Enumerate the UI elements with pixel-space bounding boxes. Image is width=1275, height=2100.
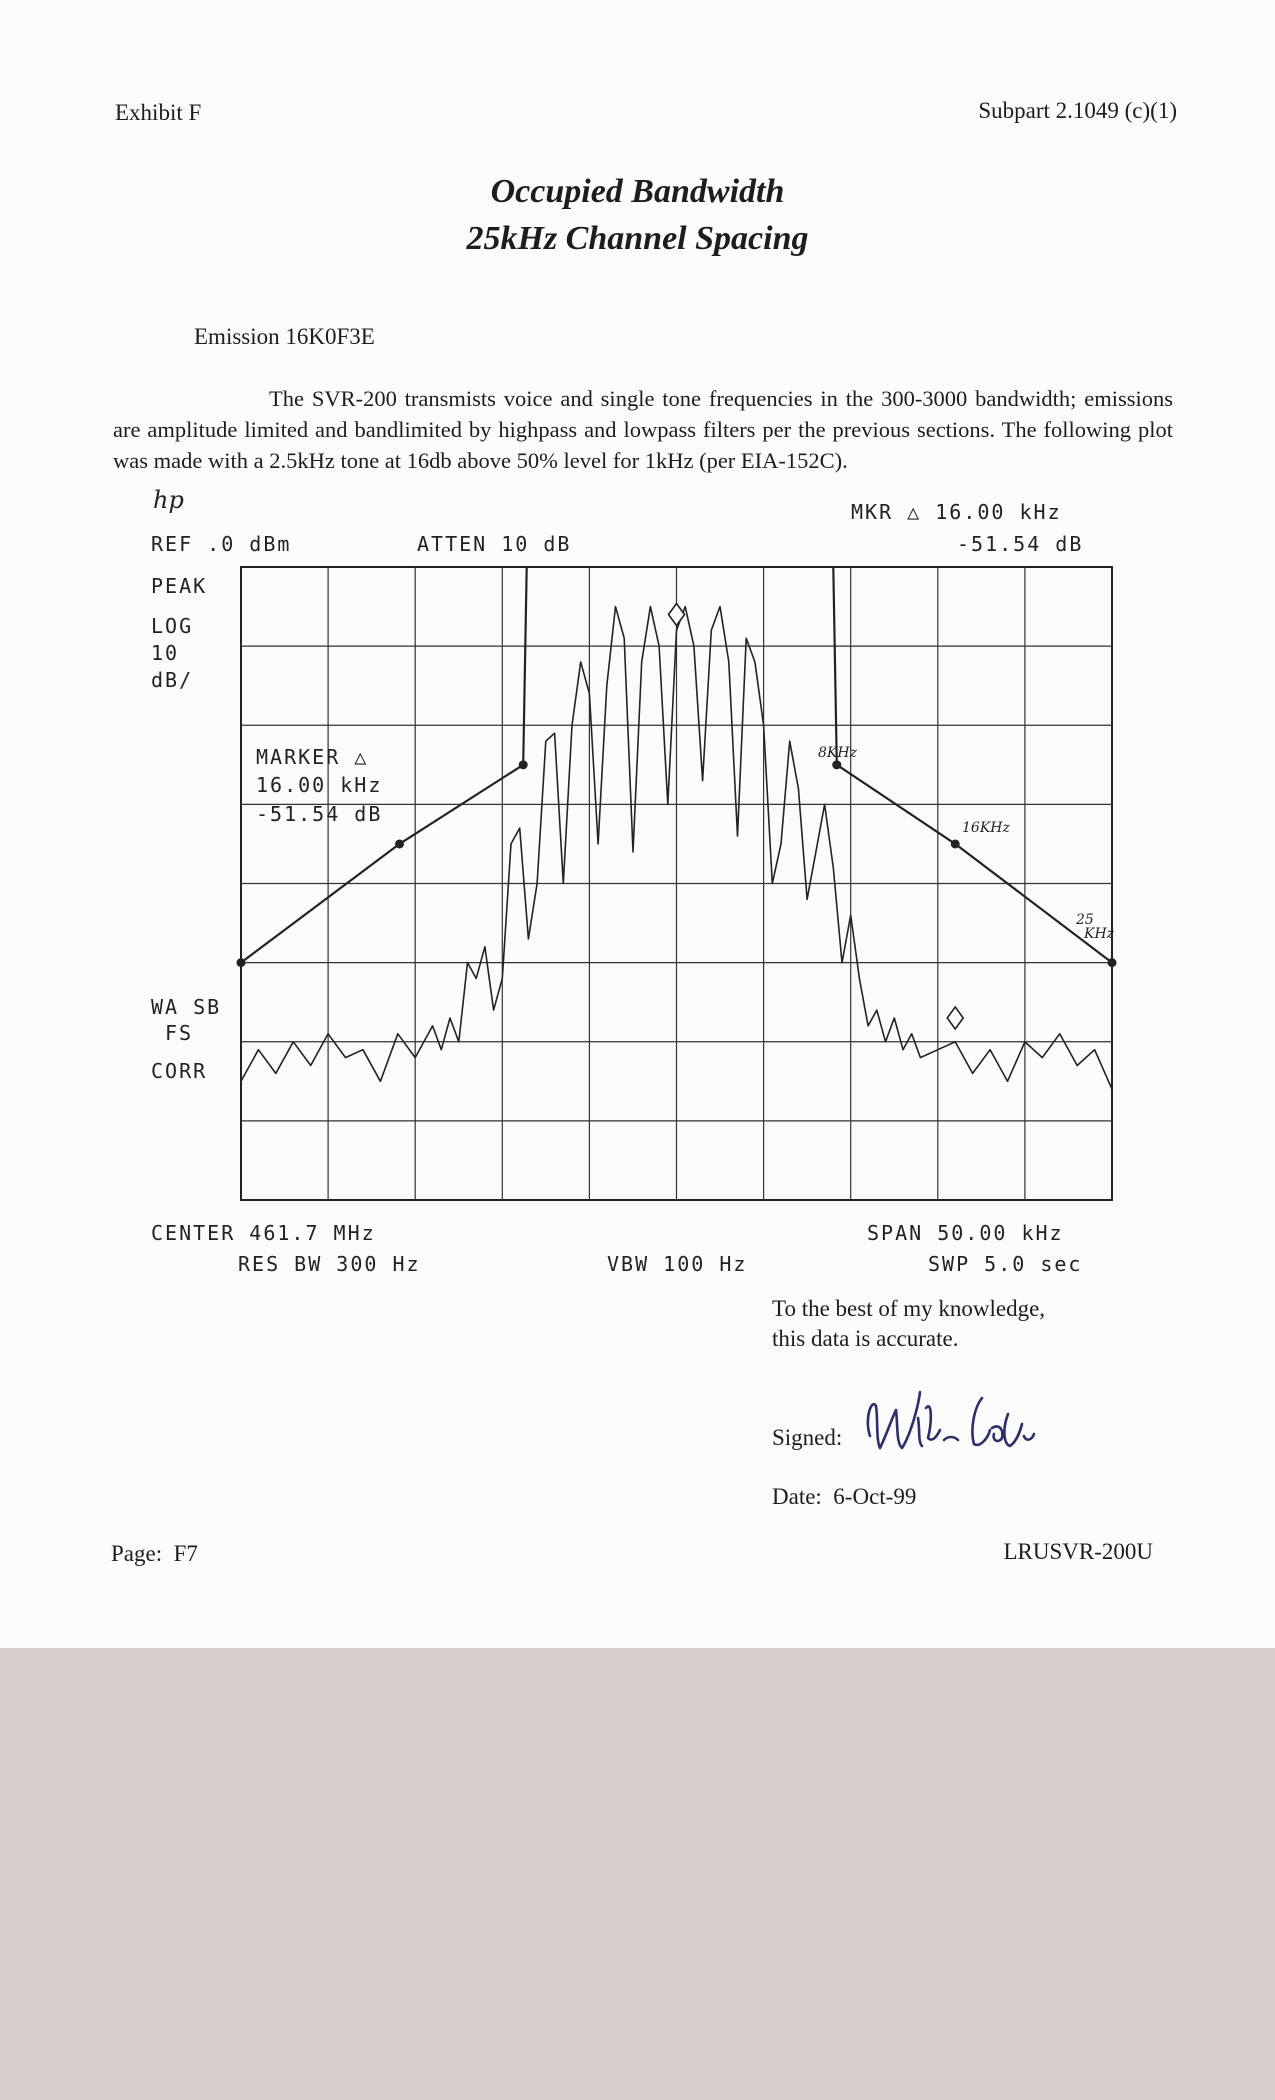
frequency-span: SPAN 50.00 kHz [867, 1221, 1064, 1245]
center-frequency: CENTER 461.7 MHz [151, 1221, 376, 1245]
reference-level: REF .0 dBm [151, 532, 292, 556]
document-id: LRUSVR-200U [1003, 1539, 1153, 1564]
annotation-8khz: 8KHz [818, 745, 857, 761]
mask-point [395, 839, 404, 848]
video-bandwidth: VBW 100 Hz [607, 1252, 748, 1276]
hp-logo: hp [153, 486, 184, 514]
scale-type: LOG [151, 614, 194, 638]
date-label: Date: 6-Oct-99 [772, 1484, 917, 1509]
page-number: Page: F7 [111, 1541, 198, 1566]
marker-amplitude: -51.54 dB [256, 802, 383, 826]
annotation-25khz-unit: KHz [1084, 926, 1115, 942]
mask-point [1108, 958, 1117, 967]
annotation-25khz-number: 25 [1076, 912, 1094, 928]
signature-label: Signed: [772, 1425, 843, 1450]
handwritten-signature [862, 1378, 1077, 1468]
resolution-bandwidth: RES BW 300 Hz [238, 1252, 421, 1276]
plot-grid [241, 567, 1112, 1200]
attestation-line-1: To the best of my knowledge, [772, 1296, 1046, 1321]
marker-frequency: 16.00 kHz [256, 773, 383, 797]
marker-readout-top: MKR △ 16.00 kHz [851, 500, 1062, 524]
description-text: The SVR-200 transmists voice and single tone frequencies in the 300-3000 bandwidth; emissions are amplitude limited and bandlimited by highpass and lowpass filters per the previous sections. The following plot was made with a 2.5kHz tone at 16db above 50% level for 1kHz (per EIA-152C). [113, 386, 1173, 473]
sweep-time: SWP 5.0 sec [928, 1252, 1083, 1276]
emission-designator: Emission 16K0F3E [194, 324, 375, 349]
mask-point [519, 760, 528, 769]
scale-unit: dB/ [151, 668, 194, 692]
mask-point [237, 958, 246, 967]
marker-diamond [947, 1007, 963, 1029]
mask-point [951, 839, 960, 848]
fs-label: FS [165, 1021, 194, 1045]
wa-sb-label: WA SB [151, 995, 222, 1019]
marker-diamond [669, 603, 685, 625]
subpart-label: Subpart 2.1049 (c)(1) [978, 98, 1177, 123]
annotation-16khz: 16KHz [962, 820, 1010, 836]
page-subtitle: 25kHz Channel Spacing [466, 220, 809, 257]
description-paragraph [113, 383, 1173, 476]
marker-label: MARKER △ [256, 745, 369, 769]
page-title: Occupied Bandwidth [490, 173, 785, 210]
attestation-line-2: this data is accurate. [772, 1326, 959, 1351]
attenuation: ATTEN 10 dB [417, 532, 572, 556]
scale-value: 10 [151, 641, 180, 665]
marker-readout-top-value: -51.54 dB [957, 532, 1084, 556]
exhibit-label: Exhibit F [115, 100, 202, 125]
spectrum-analyzer-plot [0, 480, 1275, 1290]
corr-label: CORR [151, 1059, 208, 1083]
detector-mode: PEAK [151, 574, 208, 598]
mask-point [832, 760, 841, 769]
mask-right-trace [833, 567, 1112, 963]
